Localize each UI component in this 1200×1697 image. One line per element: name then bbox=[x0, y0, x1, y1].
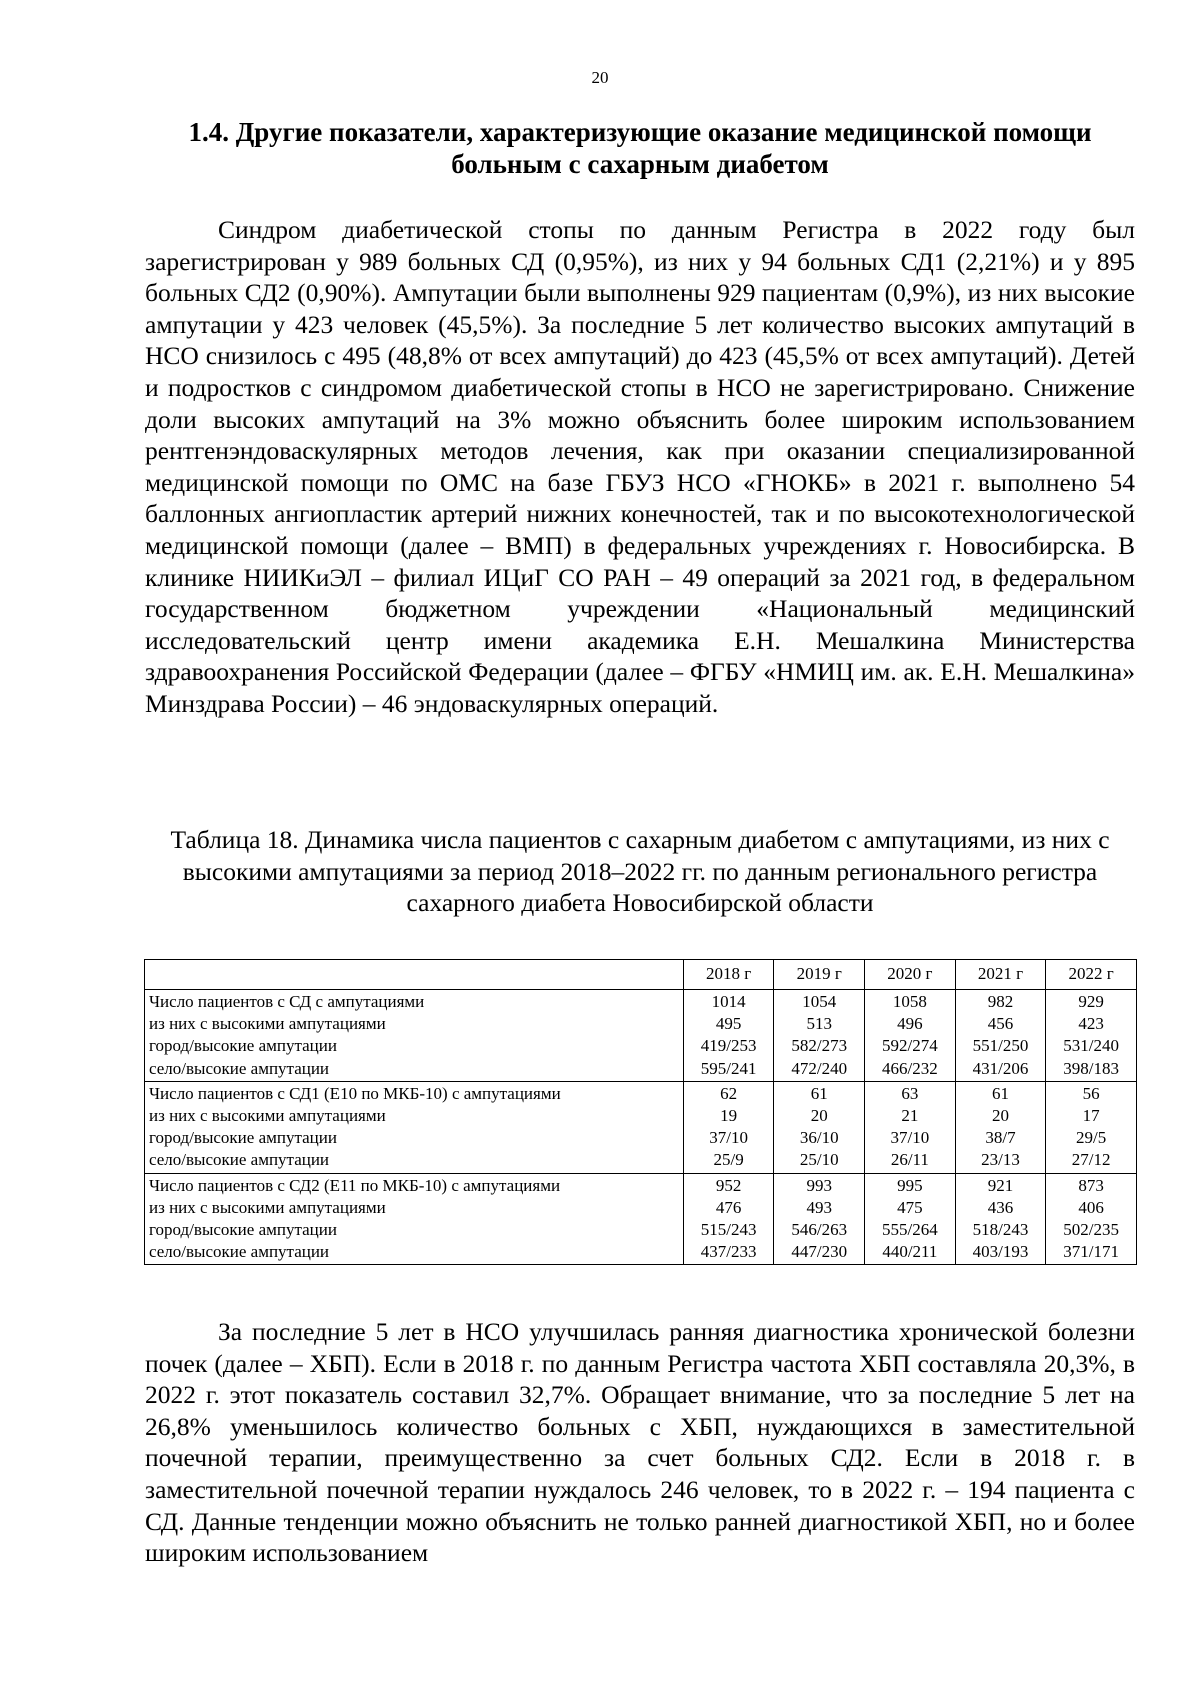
section-title: 1.4. Другие показатели, характеризующие оказание медицинской помощи больным с сахарным диабетом bbox=[188, 117, 1092, 179]
cell-value: 61 bbox=[810, 1083, 828, 1103]
row-label: Число пациентов с СД2 (Е11 по МКБ-10) с ампутациями bbox=[149, 1175, 561, 1195]
cell-value: 36/10 bbox=[799, 1128, 839, 1148]
amputations-table bbox=[144, 959, 1137, 1265]
cell-value: 472/240 bbox=[791, 1058, 848, 1078]
cell-value: 475 bbox=[897, 1197, 923, 1217]
year-values bbox=[774, 990, 865, 1082]
header-empty-cell bbox=[145, 960, 684, 990]
row-label: село/высокие ампутации bbox=[149, 1242, 330, 1262]
cell-value: 20 bbox=[992, 1106, 1009, 1126]
cell-value: 466/232 bbox=[882, 1058, 938, 1078]
cell-value: 37/10 bbox=[890, 1128, 930, 1148]
cell-value: 29/5 bbox=[1076, 1128, 1107, 1148]
cell-value: 419/253 bbox=[700, 1036, 757, 1056]
row-label: Число пациентов с СД с ампутациями bbox=[149, 992, 425, 1011]
cell-value: 546/263 bbox=[791, 1220, 848, 1240]
year-values bbox=[865, 990, 956, 1082]
page-number: 20 bbox=[591, 68, 609, 87]
cell-value: 56 bbox=[1082, 1083, 1100, 1103]
cell-value: 1014 bbox=[711, 992, 746, 1011]
cell-value: 456 bbox=[987, 1014, 1014, 1034]
paragraph-diabetic-foot: Синдром диабетической стопы по данным Регистра в 2022 году был зарегистрирован у 989 больных СД (0,95%), из них у 94 больных СД1 (2,21%) и у 895 больных СД2 (0,90%). Ампутации были выполнены 929 пациентам (0,9%), из них высокие ампутации у 423 человек (45,5%). За последние 5 лет количество высоких ампутаций в НСО снизилось с 495 (48,8% от всех ампутаций) до 423 (45,5% от всех ампутаций). Детей и подростков с синдромом диабетической стопы в НСО не зарегистрировано. Снижение доли высоких ампутаций на 3% можно объяснить более широким использованием рентгенэндоваскулярных методов лечения, как при оказании специализированной медицинской помощи по ОМС на базе ГБУЗ НСО «ГНОКБ» в 2021 г. выполнено 54 баллонных ангиопластик артерий нижних конечностей, так и по высокотехнологической медицинской помощи (далее – ВМП) в федеральных учреждениях г. Новосибирска. В клинике НИИКиЭЛ – филиал ИЦиГ СО РАН – 49 операций за 2021 год, в федеральном государственном бюджетном учреждении «Национальный медицинский исследовательский центр имени академика Е.Н. Мешалкина Министерства здравоохранения Российской Федерации (далее – ФГБУ «НМИЦ им. ак. Е.Н. Мешалкина» Минздрава России) – 46 эндоваскулярных операций. bbox=[145, 215, 1135, 718]
cell-value: 595/241 bbox=[700, 1058, 757, 1078]
header-year: 2019 г bbox=[774, 960, 865, 990]
cell-value: 62 bbox=[720, 1083, 738, 1103]
cell-value: 23/13 bbox=[981, 1150, 1020, 1170]
cell-value: 582/273 bbox=[791, 1036, 848, 1056]
paragraph-kidney-disease: За последние 5 лет в НСО улучшилась ранняя диагностика хронической болезни почек (далее – ХБП). Если в 2018 г. по данным Регистра частота ХБП составляла 20,3%, в 2022 г. этот показатель составил 32,7%. Обращает внимание, что за последние 5 лет на 26,8% уменьшилось количество больных с ХБП, нуждающихся в заместительной почечной терапии, преимущественно за счет больных СД2. Если в 2018 г. в заместительной почечной терапии нуждалось 246 человек, то в 2022 г. – 194 пациента с СД. Данные тенденции можно объяснить не только ранней диагностикой ХБП, но и более широким использованием bbox=[145, 1317, 1135, 1568]
year-values bbox=[955, 990, 1046, 1082]
cell-value: 555/264 bbox=[882, 1220, 938, 1240]
header-year: 2022 г bbox=[1046, 960, 1137, 990]
year-values bbox=[683, 1081, 774, 1173]
row-label: село/высокие ампутации bbox=[149, 1150, 330, 1170]
cell-value: 437/233 bbox=[700, 1242, 757, 1262]
year-values bbox=[865, 1081, 956, 1173]
cell-value: 1058 bbox=[892, 992, 927, 1011]
cell-value: 993 bbox=[806, 1175, 832, 1195]
table-header-row bbox=[145, 960, 1137, 990]
year-values bbox=[955, 1081, 1046, 1173]
cell-value: 21 bbox=[901, 1106, 919, 1126]
cell-value: 27/12 bbox=[1071, 1150, 1111, 1170]
cell-value: 502/235 bbox=[1063, 1220, 1120, 1240]
cell-value: 37/10 bbox=[709, 1128, 748, 1148]
cell-value: 513 bbox=[806, 1014, 832, 1034]
cell-value: 518/243 bbox=[972, 1220, 1029, 1240]
header-year: 2018 г bbox=[683, 960, 774, 990]
year-values bbox=[1046, 990, 1137, 1082]
cell-value: 431/206 bbox=[972, 1058, 1029, 1078]
table-row-group-sd bbox=[145, 990, 1137, 1082]
cell-value: 982 bbox=[987, 992, 1014, 1011]
year-values bbox=[1046, 1081, 1137, 1173]
row-label: Число пациентов с СД1 (Е10 по МКБ-10) с ампутациями bbox=[149, 1083, 561, 1103]
year-values bbox=[955, 1173, 1046, 1265]
year-values bbox=[774, 1173, 865, 1265]
cell-value: 398/183 bbox=[1063, 1058, 1120, 1078]
row-label: село/высокие ампутации bbox=[149, 1058, 330, 1078]
cell-value: 61 bbox=[992, 1083, 1009, 1103]
cell-value: 371/171 bbox=[1063, 1242, 1120, 1262]
cell-value: 921 bbox=[987, 1175, 1014, 1195]
cell-value: 440/211 bbox=[882, 1242, 938, 1262]
row-labels bbox=[145, 1081, 684, 1173]
row-label: из них с высокими ампутациями bbox=[149, 1014, 386, 1034]
table-row-group-sd1 bbox=[145, 1081, 1137, 1173]
year-values bbox=[683, 990, 774, 1082]
cell-value: 406 bbox=[1078, 1197, 1104, 1217]
cell-value: 25/9 bbox=[713, 1150, 744, 1170]
row-label: город/высокие ампутации bbox=[149, 1036, 337, 1056]
year-values bbox=[683, 1173, 774, 1265]
cell-value: 929 bbox=[1078, 992, 1104, 1011]
cell-value: 592/274 bbox=[882, 1036, 938, 1056]
cell-value: 531/240 bbox=[1063, 1036, 1120, 1056]
row-label: из них с высокими ампутациями bbox=[149, 1106, 386, 1126]
row-labels bbox=[145, 1173, 684, 1265]
cell-value: 515/243 bbox=[700, 1220, 757, 1240]
header-year: 2020 г bbox=[865, 960, 956, 990]
cell-value: 995 bbox=[897, 1175, 923, 1195]
cell-value: 476 bbox=[715, 1197, 742, 1217]
year-values bbox=[774, 1081, 865, 1173]
table-row-group-sd2 bbox=[145, 1173, 1137, 1265]
cell-value: 873 bbox=[1078, 1175, 1104, 1195]
row-label: город/высокие ампутации bbox=[149, 1220, 337, 1240]
year-values bbox=[1046, 1173, 1137, 1265]
cell-value: 63 bbox=[901, 1083, 919, 1103]
cell-value: 551/250 bbox=[972, 1036, 1029, 1056]
year-values bbox=[865, 1173, 956, 1265]
cell-value: 17 bbox=[1082, 1106, 1100, 1126]
cell-value: 20 bbox=[810, 1106, 828, 1126]
cell-value: 436 bbox=[987, 1197, 1014, 1217]
cell-value: 496 bbox=[897, 1014, 923, 1034]
cell-value: 495 bbox=[715, 1014, 742, 1034]
cell-value: 19 bbox=[720, 1106, 738, 1126]
cell-value: 403/193 bbox=[972, 1242, 1029, 1262]
cell-value: 423 bbox=[1078, 1014, 1104, 1034]
cell-value: 952 bbox=[715, 1175, 742, 1195]
cell-value: 493 bbox=[806, 1197, 832, 1217]
row-label: из них с высокими ампутациями bbox=[149, 1197, 386, 1217]
row-labels bbox=[145, 990, 684, 1082]
cell-value: 25/10 bbox=[799, 1150, 839, 1170]
cell-value: 38/7 bbox=[985, 1128, 1016, 1148]
table-caption: Таблица 18. Динамика числа пациентов с сахарным диабетом с ампутациями, из них с высокими ампутациями за период 2018–2022 гг. по данным регионального регистра сахарного диабета Новосибирской области bbox=[170, 825, 1110, 918]
header-year: 2021 г bbox=[955, 960, 1046, 990]
row-label: город/высокие ампутации bbox=[149, 1128, 337, 1148]
cell-value: 447/230 bbox=[791, 1242, 848, 1262]
cell-value: 26/11 bbox=[890, 1150, 929, 1170]
cell-value: 1054 bbox=[802, 992, 837, 1011]
